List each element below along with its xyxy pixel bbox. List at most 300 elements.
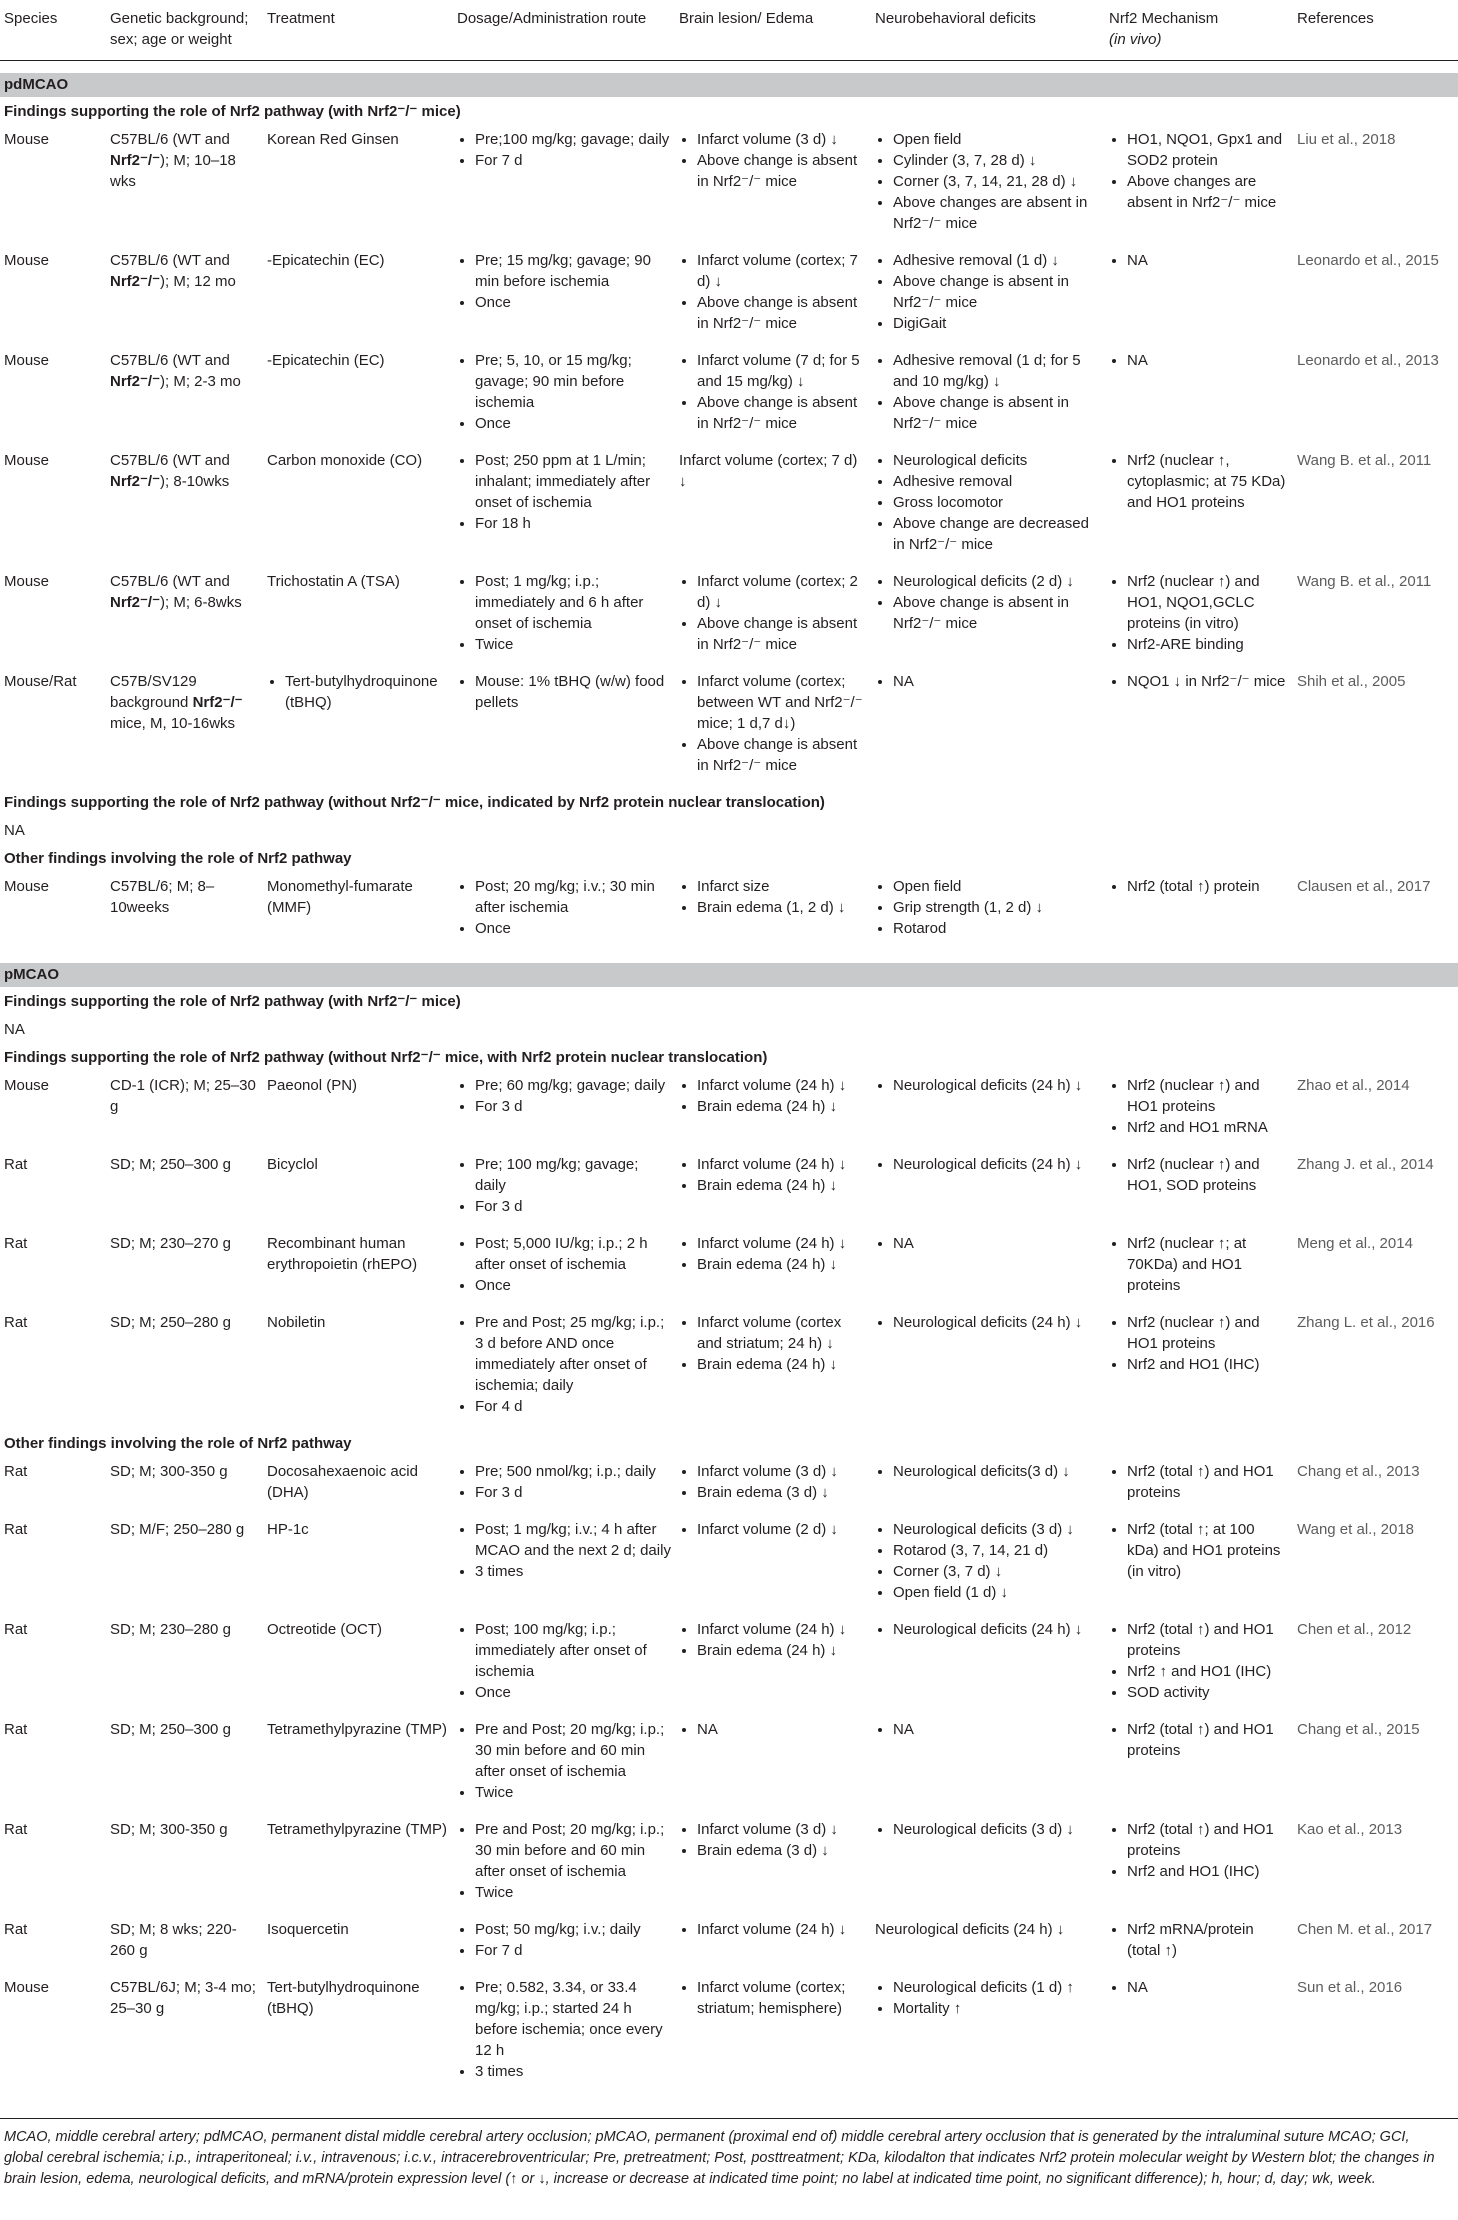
na-row — [0, 816, 1458, 844]
dosage-cell-list — [457, 1461, 671, 1503]
treatment-cell: Docosahexaenoic acid (DHA) — [267, 1463, 418, 1501]
deficits-cell-list — [875, 1075, 1101, 1096]
mechanism-cell — [1105, 346, 1293, 446]
list-item: • Corner (3, 7 d) ↓ — [893, 1561, 1101, 1582]
list-item: • Open field (1 d) ↓ — [893, 1582, 1101, 1603]
dosage-cell-list — [457, 1819, 671, 1903]
lesion-cell — [675, 246, 871, 346]
deficits-cell-list — [875, 129, 1101, 234]
mechanism-cell-list — [1109, 1919, 1289, 1961]
species-cell: Mouse/Rat — [4, 673, 77, 690]
list-item: • Neurological deficits (2 d) ↓ — [893, 571, 1101, 592]
mechanism-cell-list — [1109, 1819, 1289, 1882]
list-item: • Rotarod (3, 7, 14, 21 d) — [893, 1540, 1101, 1561]
lesion-cell — [675, 1071, 871, 1150]
mechanism-cell — [1105, 1229, 1293, 1308]
genetic-cell: SD; M; 300-350 g — [110, 1463, 228, 1480]
table-row — [0, 872, 1458, 951]
dosage-cell — [453, 246, 675, 346]
mechanism-cell — [1105, 1915, 1293, 1973]
table-header-row — [0, 8, 1458, 61]
table-row — [0, 1615, 1458, 1715]
dosage-cell-list — [457, 1312, 671, 1417]
list-item: • Twice — [475, 1882, 671, 1903]
footnote-divider — [0, 2118, 1458, 2119]
list-item: • NA — [893, 671, 1101, 692]
list-item: • Brain edema (24 h) ↓ — [697, 1354, 867, 1375]
list-item: • Adhesive removal (1 d) ↓ — [893, 250, 1101, 271]
mechanism-cell-list — [1109, 671, 1289, 692]
lesion-cell — [675, 1815, 871, 1915]
reference-cell: Sun et al., 2016 — [1297, 1979, 1403, 1996]
table-footnote: MCAO, middle cerebral artery; pdMCAO, permanent distal middle cerebral artery occlusion; pMCAO, permanent (proximal end of) middle cerebral artery occlusion that is generated by the intraluminal suture MCAO; GCI, global cerebral ischemia; i.p., intraperitoneal; i.v., intravenous; i.c.v., intracerebroventricular; Pre, pretreatment; Post, posttreatment; KDa, kilodalton that indicates Nrf2 protein molecular weight by Western blot; the changes in brain lesion, edema, neurological deficits, and mRNA/protein expression level (↑ or ↓, increase or decrease at indicated time point; no label at indicated time point, no significant difference); h, hour; d, day; wk, week. — [4, 2129, 1435, 2187]
list-item: • Above change is absent in Nrf2⁻/⁻ mice — [697, 613, 867, 655]
species-cell: Mouse — [4, 352, 50, 369]
reference-cell: Chang et al., 2013 — [1297, 1463, 1420, 1480]
lesion-cell-list — [679, 876, 867, 918]
deficits-cell-list — [875, 1719, 1101, 1740]
list-item: • Infarct volume (24 h) ↓ — [697, 1233, 867, 1254]
section-header-row — [0, 963, 1458, 987]
deficits-cell-list — [875, 1461, 1101, 1482]
list-item: • Nrf2 and HO1 (IHC) — [1127, 1861, 1289, 1882]
species-cell: Mouse — [4, 131, 50, 148]
table-row — [0, 1229, 1458, 1308]
deficits-cell — [871, 872, 1105, 951]
spacer-cell — [0, 61, 1458, 74]
list-item: • Above change is absent in Nrf2⁻/⁻ mice — [697, 392, 867, 434]
species-cell: Rat — [4, 1235, 28, 1252]
list-item: • NA — [893, 1719, 1101, 1740]
table-row — [0, 1815, 1458, 1915]
list-item: • DigiGait — [893, 313, 1101, 334]
table-row — [0, 1973, 1458, 2094]
dosage-cell — [453, 872, 675, 951]
list-item: • Above change is absent in Nrf2⁻/⁻ mice — [697, 292, 867, 334]
list-item: • 3 times — [475, 2061, 671, 2082]
section-title: pMCAO — [0, 963, 1458, 987]
lesion-cell-list — [679, 250, 867, 334]
genetic-cell: C57BL/6J; M; 3-4 mo; 25–30 g — [110, 1979, 256, 2017]
header-species: Species — [0, 8, 106, 61]
genetic-cell: SD; M; 250–300 g — [110, 1721, 231, 1738]
list-item: • NA — [697, 1719, 867, 1740]
list-item: • Nrf2 (total ↑) and HO1 proteins — [1127, 1461, 1289, 1503]
treatment-cell: Isoquercetin — [267, 1921, 349, 1938]
deficits-cell — [871, 1229, 1105, 1308]
species-cell: Rat — [4, 1821, 28, 1838]
reference-cell: Zhang J. et al., 2014 — [1297, 1156, 1434, 1173]
treatment-cell: Octreotide (OCT) — [267, 1621, 383, 1638]
list-item: • SOD activity — [1127, 1682, 1289, 1703]
list-item: • 3 times — [475, 1561, 671, 1582]
dosage-cell — [453, 1457, 675, 1515]
section-spacer — [0, 951, 1458, 963]
list-item: • Post; 1 mg/kg; i.v.; 4 h after MCAO and the next 2 d; daily — [475, 1519, 671, 1561]
lesion-cell — [675, 1150, 871, 1229]
list-item: • Nrf2 (nuclear ↑) and HO1, SOD proteins — [1127, 1154, 1289, 1196]
list-item: • Pre; 0.582, 3.34, or 33.4 mg/kg; i.p.; started 24 h before ischemia; once every 12 h — [475, 1977, 671, 2061]
mechanism-cell — [1105, 872, 1293, 951]
list-item: • Nrf2 (total ↑) and HO1 proteins — [1127, 1719, 1289, 1761]
table-row — [0, 1915, 1458, 1973]
species-cell: Rat — [4, 1314, 28, 1331]
deficits-cell-list — [875, 571, 1101, 634]
lesion-cell — [675, 1457, 871, 1515]
table-row — [0, 667, 1458, 788]
reference-cell: Chen et al., 2012 — [1297, 1621, 1412, 1638]
deficits-cell-list — [875, 1154, 1101, 1175]
finding-heading: Findings supporting the role of Nrf2 pathway (without Nrf2⁻/⁻ mice, indicated by Nrf2 protein nuclear translocation) — [4, 794, 825, 811]
mechanism-cell — [1105, 246, 1293, 346]
list-item: • Nrf2 (nuclear ↑) and HO1 proteins — [1127, 1312, 1289, 1354]
mechanism-cell — [1105, 125, 1293, 246]
mechanism-cell — [1105, 1715, 1293, 1815]
deficits-cell-list — [875, 1819, 1101, 1840]
lesion-cell-list — [679, 1619, 867, 1661]
deficits-cell-list — [875, 1519, 1101, 1603]
dosage-cell — [453, 1973, 675, 2094]
genotype-emphasis: Nrf2⁻/⁻ — [110, 594, 161, 611]
list-item: • Gross locomotor — [893, 492, 1101, 513]
genetic-cell: C57BL/6 (WT and Nrf2⁻/⁻); M; 2-3 mo — [110, 352, 241, 390]
deficits-cell-list — [875, 1619, 1101, 1640]
list-item: • Neurological deficits(3 d) ↓ — [893, 1461, 1101, 1482]
species-cell: Mouse — [4, 252, 50, 269]
list-item: • Nrf2 ↑ and HO1 (IHC) — [1127, 1661, 1289, 1682]
dosage-cell-list — [457, 1919, 671, 1961]
table-row — [0, 1150, 1458, 1229]
mechanism-cell — [1105, 1973, 1293, 2094]
reference-cell: Liu et al., 2018 — [1297, 131, 1396, 148]
treatment-cell: Tert-butylhydroquinone (tBHQ) — [267, 1979, 420, 2017]
treatment-cell: -Epicatechin (EC) — [267, 252, 385, 269]
list-item: • For 7 d — [475, 150, 671, 171]
treatment-cell: Nobiletin — [267, 1314, 326, 1331]
lesion-cell — [675, 1973, 871, 2094]
list-item: • Nrf2 (total ↑) and HO1 proteins — [1127, 1819, 1289, 1861]
mechanism-cell-list — [1109, 1519, 1289, 1582]
mechanism-cell-list — [1109, 1312, 1289, 1375]
na-cell: NA — [4, 1021, 25, 1038]
list-item: • Infarct volume (cortex; between WT and Nrf2⁻/⁻ mice; 1 d,7 d↓) — [697, 671, 867, 734]
list-item: • Brain edema (24 h) ↓ — [697, 1640, 867, 1661]
header-neurobehavioral-deficits: Neurobehavioral deficits — [871, 8, 1105, 61]
dosage-cell-list — [457, 1619, 671, 1703]
list-item: • Once — [475, 1682, 671, 1703]
list-item: • NA — [893, 1233, 1101, 1254]
mechanism-cell — [1105, 1515, 1293, 1615]
deficits-cell — [871, 1071, 1105, 1150]
list-item: • Above changes are absent in Nrf2⁻/⁻ mice — [893, 192, 1101, 234]
list-item: • Neurological deficits (24 h) ↓ — [893, 1619, 1101, 1640]
finding-heading-row — [0, 987, 1458, 1015]
genotype-emphasis: Nrf2⁻/⁻ — [110, 373, 161, 390]
list-item: • Once — [475, 292, 671, 313]
deficits-cell — [871, 1815, 1105, 1915]
deficits-cell — [871, 1515, 1105, 1615]
list-item: • Pre; 5, 10, or 15 mg/kg; gavage; 90 min before ischemia — [475, 350, 671, 413]
mechanism-cell — [1105, 1815, 1293, 1915]
reference-cell: Zhao et al., 2014 — [1297, 1077, 1410, 1094]
list-item: • Nrf2 and HO1 (IHC) — [1127, 1354, 1289, 1375]
list-item: • NA — [1127, 250, 1289, 271]
treatment-cell-list — [267, 671, 449, 713]
list-item: • Brain edema (1, 2 d) ↓ — [697, 897, 867, 918]
lesion-cell-list — [679, 1977, 867, 2019]
reference-cell: Leonardo et al., 2015 — [1297, 252, 1439, 269]
dosage-cell-list — [457, 671, 671, 713]
mechanism-cell-list — [1109, 571, 1289, 655]
reference-cell: Meng et al., 2014 — [1297, 1235, 1413, 1252]
list-item: • Neurological deficits (24 h) ↓ — [893, 1312, 1101, 1333]
list-item: • Brain edema (24 h) ↓ — [697, 1175, 867, 1196]
species-cell: Rat — [4, 1521, 28, 1538]
deficits-cell — [871, 1973, 1105, 2094]
list-item: • For 3 d — [475, 1196, 671, 1217]
species-cell: Mouse — [4, 452, 50, 469]
list-item: • Once — [475, 918, 671, 939]
dosage-cell — [453, 1308, 675, 1429]
lesion-cell-list — [679, 671, 867, 776]
species-cell: Mouse — [4, 573, 50, 590]
list-item: • Above change are decreased in Nrf2⁻/⁻ mice — [893, 513, 1101, 555]
deficits-cell — [871, 346, 1105, 446]
list-item: • Infarct volume (24 h) ↓ — [697, 1075, 867, 1096]
list-item: • Brain edema (3 d) ↓ — [697, 1482, 867, 1503]
na-cell: NA — [4, 822, 25, 839]
dosage-cell-list — [457, 876, 671, 939]
table-row — [0, 1308, 1458, 1429]
list-item: • Cylinder (3, 7, 28 d) ↓ — [893, 150, 1101, 171]
list-item: • Brain edema (24 h) ↓ — [697, 1254, 867, 1275]
lesion-cell-list — [679, 571, 867, 655]
list-item: • Infarct volume (cortex; 2 d) ↓ — [697, 571, 867, 613]
lesion-cell-list — [679, 1075, 867, 1117]
list-item: • Neurological deficits — [893, 450, 1101, 471]
deficits-cell-list — [875, 1312, 1101, 1333]
deficits-cell — [871, 246, 1105, 346]
lesion-cell — [675, 1615, 871, 1715]
genotype-emphasis: Nrf2⁻/⁻ — [110, 473, 161, 490]
header-dosage: Dosage/Administration route — [453, 8, 675, 61]
deficits-cell — [871, 446, 1105, 567]
table-row — [0, 446, 1458, 567]
header-mechanism-label: Nrf2 Mechanism — [1109, 10, 1219, 27]
list-item: • Post; 250 ppm at 1 L/min; inhalant; immediately after onset of ischemia — [475, 450, 671, 513]
header-nrf2-mechanism — [1105, 8, 1293, 61]
section-header-row — [0, 73, 1458, 97]
deficits-cell: Neurological deficits (24 h) ↓ — [875, 1921, 1065, 1938]
list-item: • NA — [1127, 1977, 1289, 1998]
list-item: • Post; 1 mg/kg; i.p.; immediately and 6 h after onset of ischemia — [475, 571, 671, 634]
finding-heading-row — [0, 844, 1458, 872]
mechanism-cell-list — [1109, 1977, 1289, 1998]
mechanism-cell-list — [1109, 1233, 1289, 1296]
list-item: • Neurological deficits (3 d) ↓ — [893, 1519, 1101, 1540]
genotype-emphasis: Nrf2⁻/⁻ — [110, 273, 161, 290]
genetic-cell: C57BL/6; M; 8–10weeks — [110, 878, 215, 916]
treatment-cell: -Epicatechin (EC) — [267, 352, 385, 369]
list-item: • Pre and Post; 25 mg/kg; i.p.; 3 d before AND once immediately after onset of ischemia; daily — [475, 1312, 671, 1396]
lesion-cell: Infarct volume (cortex; 7 d) ↓ — [679, 452, 858, 490]
list-item: • Infarct volume (cortex and striatum; 24 h) ↓ — [697, 1312, 867, 1354]
treatment-cell: Korean Red Ginsen — [267, 131, 399, 148]
genetic-cell: C57BL/6 (WT and Nrf2⁻/⁻); M; 12 mo — [110, 252, 236, 290]
genetic-cell: SD; M; 300-350 g — [110, 1821, 228, 1838]
genetic-cell: SD; M; 230–280 g — [110, 1621, 231, 1638]
deficits-cell — [871, 125, 1105, 246]
spacer-cell — [0, 951, 1458, 963]
deficits-cell — [871, 667, 1105, 788]
genetic-cell: C57B/SV129 background Nrf2⁻/⁻ mice, M, 10-16wks — [110, 673, 243, 732]
list-item: • Above change is absent in Nrf2⁻/⁻ mice — [893, 392, 1101, 434]
lesion-cell — [675, 567, 871, 667]
reference-cell: Chang et al., 2015 — [1297, 1721, 1420, 1738]
dosage-cell — [453, 667, 675, 788]
header-brain-lesion: Brain lesion/ Edema — [675, 8, 871, 61]
dosage-cell — [453, 1815, 675, 1915]
lesion-cell — [675, 1308, 871, 1429]
species-cell: Mouse — [4, 1979, 50, 1996]
list-item: • Nrf2 (nuclear ↑) and HO1, NQO1,GCLC proteins (in vitro) — [1127, 571, 1289, 634]
genotype-emphasis: Nrf2⁻/⁻ — [192, 694, 243, 711]
table-row — [0, 1457, 1458, 1515]
deficits-cell — [871, 1615, 1105, 1715]
mechanism-cell-list — [1109, 1719, 1289, 1761]
deficits-cell-list — [875, 450, 1101, 555]
table-row — [0, 125, 1458, 246]
mechanism-cell — [1105, 1071, 1293, 1150]
lesion-cell-list — [679, 350, 867, 434]
header-references: References — [1293, 8, 1458, 61]
lesion-cell-list — [679, 1819, 867, 1861]
list-item: • Tert-butylhydroquinone (tBHQ) — [285, 671, 449, 713]
mechanism-cell — [1105, 567, 1293, 667]
lesion-cell — [675, 667, 871, 788]
list-item: • Open field — [893, 129, 1101, 150]
lesion-cell-list — [679, 129, 867, 192]
list-item: • Neurological deficits (24 h) ↓ — [893, 1075, 1101, 1096]
mechanism-cell-list — [1109, 129, 1289, 213]
section-spacer — [0, 61, 1458, 74]
header-genetic-background: Genetic background; sex; age or weight — [106, 8, 263, 61]
dosage-cell — [453, 1071, 675, 1150]
reference-cell: Wang B. et al., 2011 — [1297, 452, 1432, 469]
genetic-cell: SD; M; 8 wks; 220-260 g — [110, 1921, 237, 1959]
list-item: • Pre; 15 mg/kg; gavage; 90 min before ischemia — [475, 250, 671, 292]
list-item: • Twice — [475, 1782, 671, 1803]
list-item: • Infarct volume (2 d) ↓ — [697, 1519, 867, 1540]
deficits-cell-list — [875, 250, 1101, 334]
mechanism-cell — [1105, 1150, 1293, 1229]
list-item: • Neurological deficits (1 d) ↑ — [893, 1977, 1101, 1998]
treatment-cell: Tetramethylpyrazine (TMP) — [267, 1821, 448, 1838]
lesion-cell-list — [679, 1154, 867, 1196]
list-item: • For 18 h — [475, 513, 671, 534]
list-item: • Post; 5,000 IU/kg; i.p.; 2 h after onset of ischemia — [475, 1233, 671, 1275]
list-item: • Pre; 500 nmol/kg; i.p.; daily — [475, 1461, 671, 1482]
list-item: • Neurological deficits (24 h) ↓ — [893, 1154, 1101, 1175]
dosage-cell-list — [457, 250, 671, 313]
dosage-cell — [453, 125, 675, 246]
species-cell: Rat — [4, 1621, 28, 1638]
lesion-cell — [675, 1229, 871, 1308]
dosage-cell-list — [457, 450, 671, 534]
dosage-cell — [453, 1915, 675, 1973]
genetic-cell: SD; M/F; 250–280 g — [110, 1521, 245, 1538]
dosage-cell — [453, 1150, 675, 1229]
dosage-cell — [453, 1515, 675, 1615]
genotype-emphasis: Nrf2⁻/⁻ — [110, 152, 161, 169]
table-row — [0, 246, 1458, 346]
dosage-cell-list — [457, 129, 671, 171]
dosage-cell — [453, 1615, 675, 1715]
finding-heading: Findings supporting the role of Nrf2 pathway (with Nrf2⁻/⁻ mice) — [4, 103, 461, 120]
list-item: • Brain edema (3 d) ↓ — [697, 1840, 867, 1861]
mechanism-cell-list — [1109, 1461, 1289, 1503]
species-cell: Mouse — [4, 878, 50, 895]
reference-cell: Chen M. et al., 2017 — [1297, 1921, 1433, 1938]
list-item: • Infarct volume (24 h) ↓ — [697, 1619, 867, 1640]
deficits-cell-list — [875, 1977, 1101, 2019]
list-item: • Above changes are absent in Nrf2⁻/⁻ mice — [1127, 171, 1289, 213]
finding-heading: Other findings involving the role of Nrf2 pathway — [4, 850, 352, 867]
list-item: • Post; 20 mg/kg; i.v.; 30 min after ischemia — [475, 876, 671, 918]
treatment-cell — [263, 667, 453, 788]
lesion-cell-list — [679, 1312, 867, 1375]
list-item: • Post; 50 mg/kg; i.v.; daily — [475, 1919, 671, 1940]
table-row — [0, 1715, 1458, 1815]
list-item: • Post; 100 mg/kg; i.p.; immediately after onset of ischemia — [475, 1619, 671, 1682]
list-item: • Infarct volume (cortex; 7 d) ↓ — [697, 250, 867, 292]
genetic-cell: C57BL/6 (WT and Nrf2⁻/⁻); M; 6-8wks — [110, 573, 242, 611]
deficits-cell — [871, 1715, 1105, 1815]
reference-cell: Wang B. et al., 2011 — [1297, 573, 1432, 590]
dosage-cell-list — [457, 1233, 671, 1296]
mechanism-cell-list — [1109, 250, 1289, 271]
dosage-cell — [453, 567, 675, 667]
dosage-cell-list — [457, 350, 671, 434]
list-item: • Mouse: 1% tBHQ (w/w) food pellets — [475, 671, 671, 713]
mechanism-cell-list — [1109, 1075, 1289, 1138]
reference-cell: Clausen et al., 2017 — [1297, 878, 1431, 895]
list-item: • Infarct size — [697, 876, 867, 897]
list-item: • Brain edema (24 h) ↓ — [697, 1096, 867, 1117]
list-item: • Nrf2 (nuclear ↑) and HO1 proteins — [1127, 1075, 1289, 1117]
treatment-cell: Recombinant human erythropoietin (rhEPO) — [267, 1235, 418, 1273]
mechanism-cell — [1105, 1457, 1293, 1515]
list-item: • Pre; 60 mg/kg; gavage; daily — [475, 1075, 671, 1096]
list-item: • Above change is absent in Nrf2⁻/⁻ mice — [697, 734, 867, 776]
treatment-cell: Tetramethylpyrazine (TMP) — [267, 1721, 448, 1738]
list-item: • Above change is absent in Nrf2⁻/⁻ mice — [697, 150, 867, 192]
list-item: • Grip strength (1, 2 d) ↓ — [893, 897, 1101, 918]
list-item: • Infarct volume (3 d) ↓ — [697, 1819, 867, 1840]
dosage-cell — [453, 346, 675, 446]
section-title: pdMCAO — [0, 73, 1458, 97]
list-item: • NQO1 ↓ in Nrf2⁻/⁻ mice — [1127, 671, 1289, 692]
list-item: • For 3 d — [475, 1096, 671, 1117]
finding-heading-row — [0, 788, 1458, 816]
list-item: • Nrf2 (nuclear ↑, cytoplasmic; at 75 KDa) and HO1 proteins — [1127, 450, 1289, 513]
deficits-cell-list — [875, 671, 1101, 692]
lesion-cell-list — [679, 1919, 867, 1940]
reference-cell: Zhang L. et al., 2016 — [1297, 1314, 1435, 1331]
list-item: • Infarct volume (cortex; striatum; hemisphere) — [697, 1977, 867, 2019]
mechanism-cell — [1105, 667, 1293, 788]
finding-heading: Other findings involving the role of Nrf2 pathway — [4, 1435, 352, 1452]
